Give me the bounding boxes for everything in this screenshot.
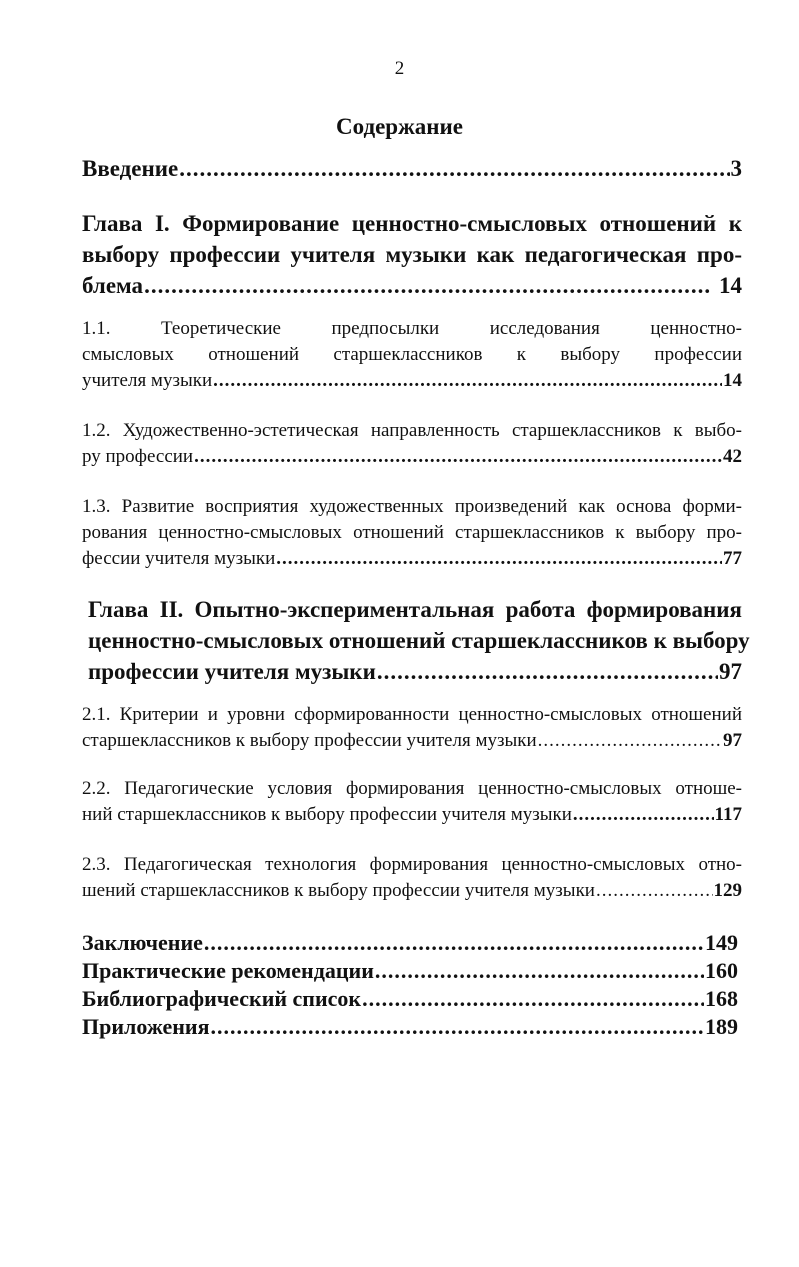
toc-entry-line: Глава I. Формирование ценностно-смысловых отношений к [82,211,742,236]
toc-entry-line: 2.2. Педагогические условия формирования ценностно-смысловых отноше- [82,778,742,799]
leader-dots [377,656,718,687]
toc-entry-line: ценностно-смысловых отношений старшеклассников к выбору [88,628,750,653]
leader-dots [276,546,722,572]
toc-entry-label: учителя музыки [82,370,213,391]
leader-dots [362,985,704,1013]
toc-page-number: 189 [705,1014,738,1039]
leader-dots [204,929,704,957]
leader-dots [144,270,710,301]
toc-entry-label: Заключение [82,930,203,955]
leader-dots [596,878,713,904]
toc-entry-label: Библиографический список [82,986,362,1011]
toc-entry-label: Приложения [82,1014,210,1039]
toc-entry-line: 2.1. Критерии и уровни сформированности ценностно-смысловых отношений [82,704,742,725]
toc-entry-1-3[interactable] [82,494,742,572]
leader-dots [179,153,729,184]
toc-entry-line: выбору профессии учителя музыки как педагогическая про- [82,242,742,267]
toc-entry-conclusion[interactable] [82,929,738,957]
toc-entry-line: Глава II. Опытно-экспериментальная работа формирования [88,597,742,622]
toc-entry-chapter-1[interactable] [82,208,742,301]
toc-entry-line: рования ценностно-смысловых отношений старшеклассников к выбору про- [82,522,742,543]
toc-entry-label: профессии учителя музыки [88,659,376,684]
leader-dots [213,368,722,394]
page-number: 2 [394,58,405,79]
toc-entry-chapter-2[interactable] [88,594,750,687]
toc-page-number: 117 [714,804,742,825]
leader-dots [573,802,714,828]
toc-page-number: 42 [723,446,742,467]
toc-page-number: 160 [705,958,738,983]
toc-entry-line: 1.3. Развитие восприятия художественных произведений как основа форми- [82,496,742,517]
toc-entry-recommendations[interactable] [82,957,738,985]
toc-page-number: 77 [723,548,742,569]
toc-page-number: 97 [719,659,742,684]
toc-entry-label: ний старшеклассников к выбору профессии учителя музыки [82,804,572,825]
leader-dots [211,1013,705,1041]
toc-page-number: 3 [730,156,742,181]
toc-entry-label: Практические рекомендации [82,958,374,983]
toc-entry-intro[interactable] [82,153,742,184]
toc-entry-appendices[interactable] [82,1013,738,1041]
leader-dots [194,444,722,470]
toc-entry-1-2[interactable] [82,418,742,470]
toc-entry-2-1[interactable] [82,702,742,754]
toc-entry-label: старшеклассников к выбору профессии учителя музыки [82,730,537,751]
leader-dots [375,957,704,985]
toc-entry-line: 1.1. Теоретические предпосылки исследования ценностно- [82,318,742,339]
leader-dots [538,728,722,754]
toc-entry-label: Введение [82,156,179,181]
toc-entry-line: смысловых отношений старшеклассников к выбору профессии [82,344,742,365]
toc-entry-2-3[interactable] [82,852,742,904]
toc-entry-line: 1.2. Художественно-эстетическая направленность старшеклассников к выбо- [82,420,742,441]
toc-entry-label: блема [82,273,144,298]
toc-entry-bibliography[interactable] [82,985,738,1013]
toc-page-number: 14 [723,370,742,391]
toc-entry-label: шений старшеклассников к выбору профессии учителя музыки [82,880,595,901]
toc-entry-2-2[interactable] [82,776,742,828]
toc-page-number: 149 [705,930,738,955]
toc-entry-1-1[interactable] [82,316,742,394]
toc-page-number: 14 [719,273,742,298]
toc-entry-line: 2.3. Педагогическая технология формирования ценностно-смысловых отно- [82,854,742,875]
toc-page-number: 97 [723,730,742,751]
toc-entry-label: фессии учителя музыки [82,548,276,569]
toc-page-number: 129 [713,880,742,901]
toc-page-number: 168 [705,986,738,1011]
toc-entry-label: ру профессии [82,446,194,467]
page-title: Содержание [336,114,463,139]
